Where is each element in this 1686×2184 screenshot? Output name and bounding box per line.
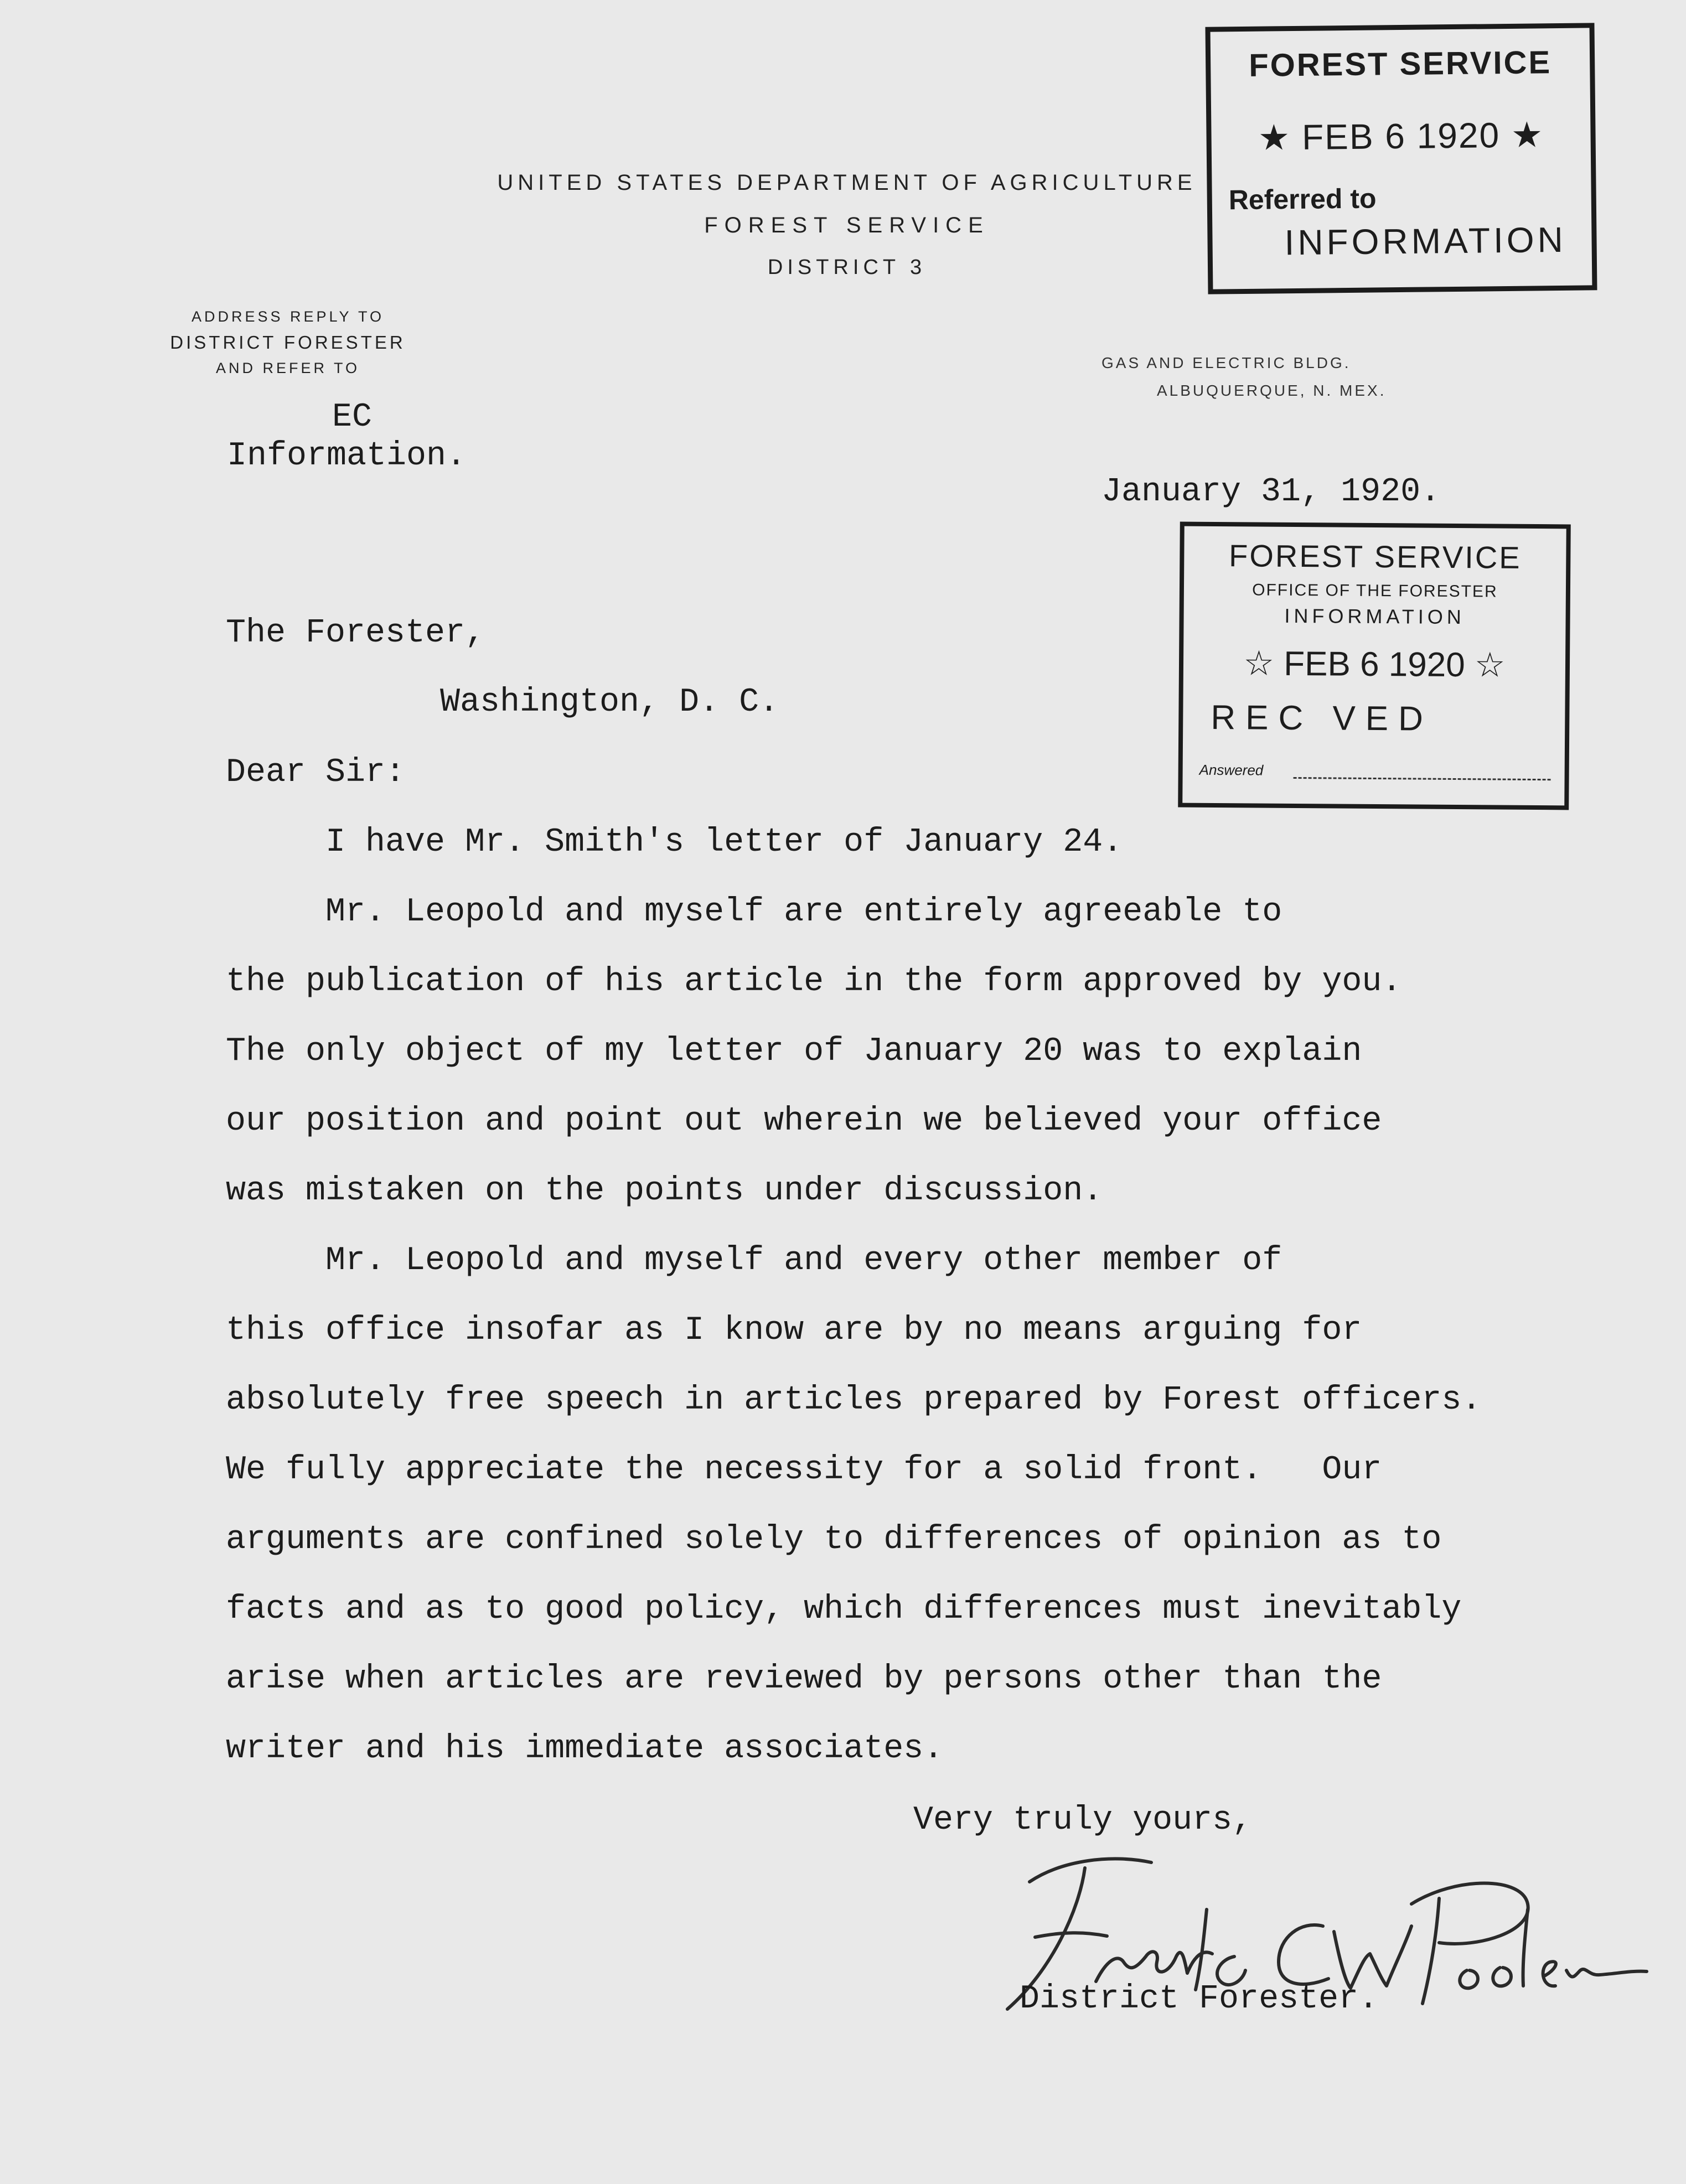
body-line: arguments are confined solely to differences of opinion as to bbox=[226, 1521, 1442, 1559]
body-line: absolutely free speech in articles prepared by Forest officers. bbox=[226, 1381, 1482, 1419]
body-line: arise when articles are reviewed by persons other than the bbox=[226, 1660, 1382, 1698]
referred-stamp-dept: INFORMATION bbox=[1284, 219, 1567, 263]
body-line: Mr. Leopold and myself are entirely agreeable to bbox=[226, 893, 1282, 931]
body-line: facts and as to good policy, which differences must inevitably bbox=[226, 1591, 1462, 1628]
closing: Very truly yours, bbox=[913, 1802, 1253, 1839]
referred-stamp-label: Referred to bbox=[1228, 183, 1377, 216]
received-stamp-date: ☆ FEB 6 1920 ☆ bbox=[1243, 644, 1506, 685]
office-building: GAS AND ELECTRIC BLDG. bbox=[1101, 354, 1351, 371]
body-line: our position and point out wherein we believed your office bbox=[226, 1103, 1382, 1140]
letterhead-district: DISTRICT 3 bbox=[767, 256, 927, 279]
received-stamp-dept: INFORMATION bbox=[1284, 604, 1465, 629]
address-reply-line-2: DISTRICT FORESTER bbox=[170, 332, 406, 353]
salutation: Dear Sir: bbox=[226, 754, 406, 791]
received-stamp-office: OFFICE OF THE FORESTER bbox=[1252, 581, 1498, 601]
reference-subject: Information. bbox=[227, 437, 467, 475]
referred-stamp-agency: FOREST SERVICE bbox=[1248, 44, 1552, 84]
reference-code: EC bbox=[332, 398, 373, 436]
received-stamp-status: REC VED bbox=[1211, 698, 1434, 738]
recipient-name: The Forester, bbox=[226, 614, 485, 652]
body-line: this office insofar as I know are by no means arguing for bbox=[226, 1312, 1362, 1349]
address-reply-line-3: AND REFER TO bbox=[215, 360, 360, 376]
received-stamp-answered-line bbox=[1294, 777, 1551, 780]
letter-date: January 31, 1920. bbox=[1101, 473, 1441, 511]
body-line: The only object of my letter of January 20 was to explain bbox=[226, 1033, 1362, 1070]
address-reply-line-1: ADDRESS REPLY TO bbox=[191, 308, 385, 325]
signer-title: District Forester. bbox=[1020, 1980, 1379, 2018]
body-line: Mr. Leopold and myself and every other member of bbox=[226, 1242, 1282, 1280]
letterhead-department: UNITED STATES DEPARTMENT OF AGRICULTURE bbox=[497, 170, 1197, 195]
body-line: We fully appreciate the necessity for a solid front. Our bbox=[226, 1451, 1382, 1489]
received-stamp-answered: Answered bbox=[1199, 761, 1264, 779]
recipient-city: Washington, D. C. bbox=[440, 684, 779, 721]
received-stamp-agency: FOREST SERVICE bbox=[1228, 538, 1522, 575]
body-line: writer and his immediate associates. bbox=[226, 1730, 944, 1768]
letterhead-service: FOREST SERVICE bbox=[704, 213, 990, 237]
referred-stamp-date: ★ FEB 6 1920 ★ bbox=[1258, 115, 1544, 158]
office-city: ALBUQUERQUE, N. MEX. bbox=[1157, 382, 1387, 399]
body-line: was mistaken on the points under discussion. bbox=[226, 1172, 1103, 1210]
body-line: the publication of his article in the form approved by you. bbox=[226, 963, 1402, 1001]
referred-stamp bbox=[1205, 23, 1597, 294]
received-stamp bbox=[1178, 522, 1571, 810]
body-line: I have Mr. Smith's letter of January 24. bbox=[226, 824, 1123, 861]
